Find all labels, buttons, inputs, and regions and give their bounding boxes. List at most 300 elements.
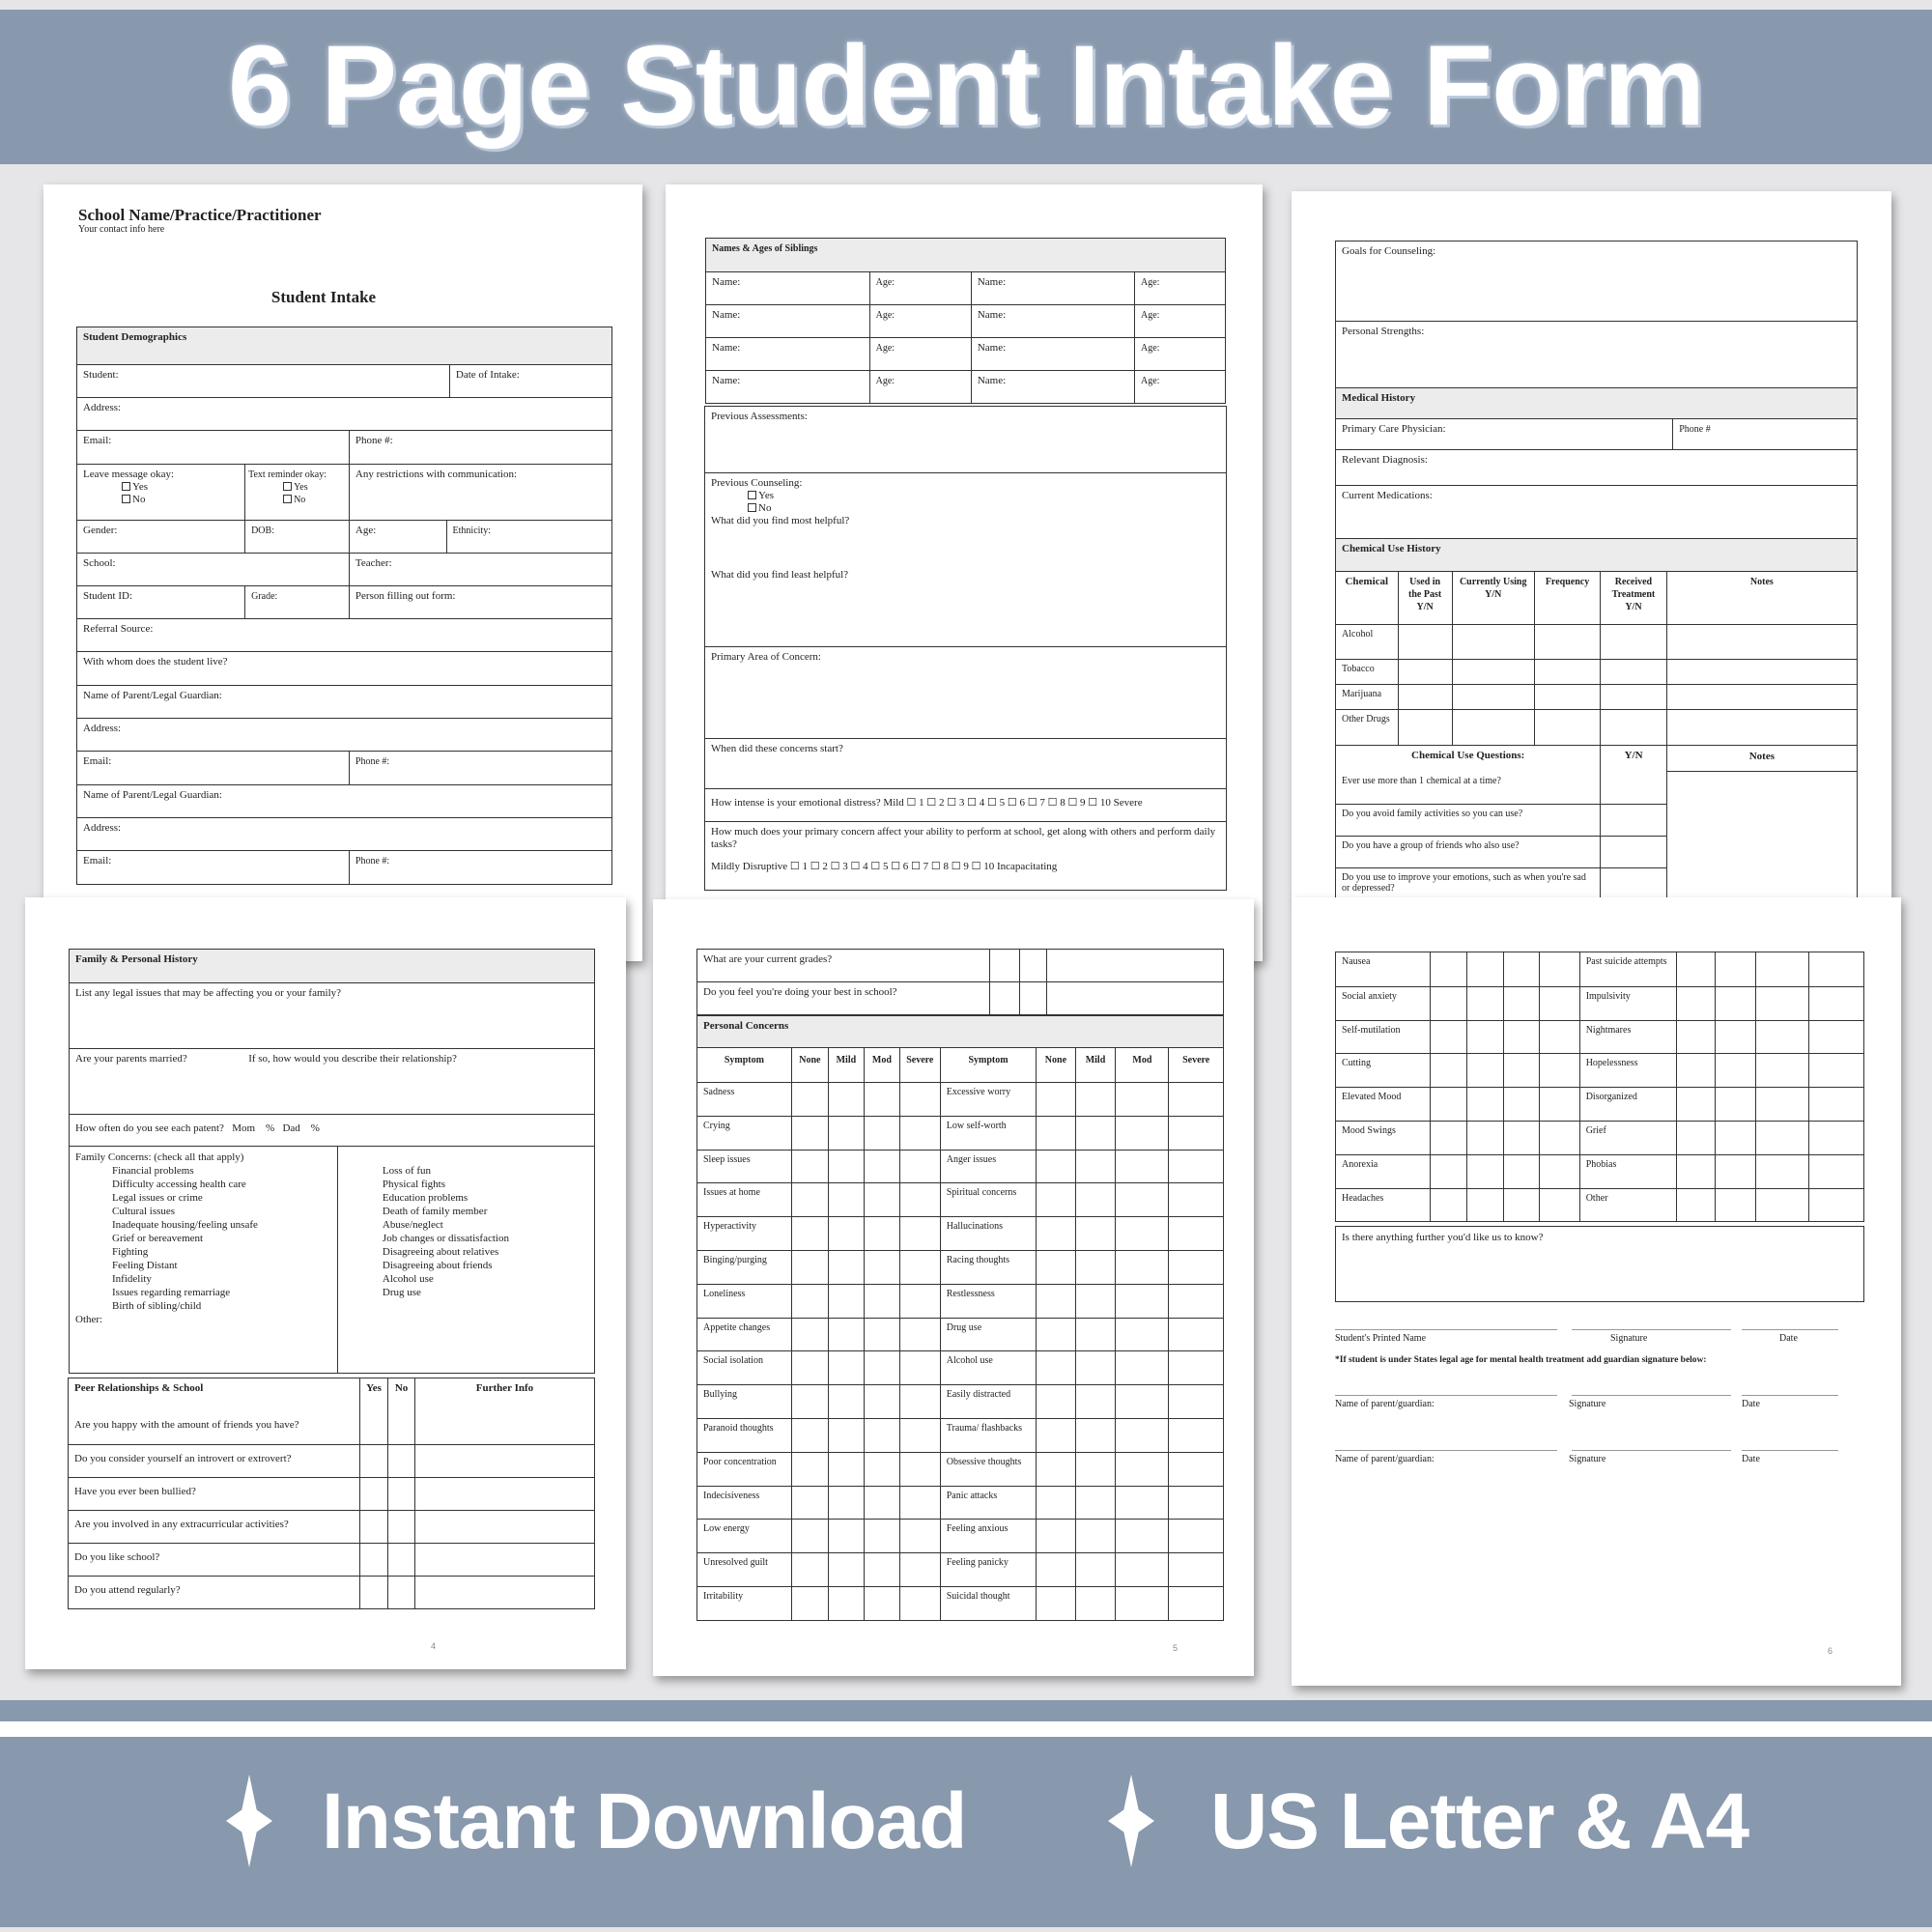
severity-cell[interactable] xyxy=(899,1553,940,1586)
severity-cell[interactable] xyxy=(1115,1117,1168,1150)
severity-cell[interactable] xyxy=(1808,1054,1863,1087)
chemical-answer-cell[interactable] xyxy=(1666,660,1857,684)
severity-cell[interactable] xyxy=(791,1251,828,1284)
ethnicity-field[interactable]: Ethnicity: xyxy=(446,521,611,553)
severity-cell[interactable] xyxy=(899,1217,940,1250)
sibling-name-field[interactable]: Name: xyxy=(971,272,1134,304)
goals-field[interactable]: Goals for Counseling: xyxy=(1342,245,1436,257)
severity-cell[interactable] xyxy=(791,1117,828,1150)
school-field[interactable]: School: xyxy=(83,557,116,569)
severity-cell[interactable] xyxy=(1168,1487,1223,1520)
severity-cell[interactable] xyxy=(1808,1155,1863,1188)
sibling-name-field[interactable]: Name: xyxy=(712,375,741,386)
severity-cell[interactable] xyxy=(1075,1385,1116,1418)
family-concern-option[interactable]: Education problems xyxy=(382,1192,469,1204)
severity-cell[interactable] xyxy=(828,1520,864,1552)
severity-cell[interactable] xyxy=(828,1285,864,1318)
no-cell[interactable] xyxy=(387,1544,414,1576)
sibling-name-field[interactable]: Name: xyxy=(971,305,1134,337)
severity-cell[interactable] xyxy=(1036,1553,1074,1586)
severity-cell[interactable] xyxy=(791,1083,828,1116)
lives-with-field[interactable]: With whom does the student live? xyxy=(83,656,228,668)
severity-cell[interactable] xyxy=(899,1251,940,1284)
severity-cell[interactable] xyxy=(828,1385,864,1418)
severity-cell[interactable] xyxy=(1466,987,1502,1020)
severity-cell[interactable] xyxy=(864,1319,899,1351)
severity-cell[interactable] xyxy=(1075,1587,1116,1620)
severity-cell[interactable] xyxy=(1168,1319,1223,1351)
severity-cell[interactable] xyxy=(1115,1453,1168,1486)
severity-cell[interactable] xyxy=(1808,1021,1863,1054)
severity-cell[interactable] xyxy=(1430,952,1466,986)
severity-cell[interactable] xyxy=(1036,1351,1074,1384)
teacher-field[interactable]: Teacher: xyxy=(349,554,611,585)
severity-cell[interactable] xyxy=(1115,1385,1168,1418)
severity-cell[interactable] xyxy=(864,1251,899,1284)
severity-cell[interactable] xyxy=(1503,1054,1539,1087)
email-field[interactable]: Email: xyxy=(83,435,112,446)
severity-cell[interactable] xyxy=(1036,1083,1074,1116)
severity-cell[interactable] xyxy=(1115,1587,1168,1620)
sibling-name-field[interactable]: Name: xyxy=(712,342,741,354)
yes-cell[interactable] xyxy=(359,1577,387,1608)
severity-cell[interactable] xyxy=(1755,1088,1808,1121)
guardian-email-field[interactable]: Email: xyxy=(83,855,112,867)
yn-cell[interactable] xyxy=(1600,868,1665,899)
severity-cell[interactable] xyxy=(1036,1419,1074,1452)
severity-cell[interactable] xyxy=(1715,987,1755,1020)
severity-cell[interactable] xyxy=(864,1083,899,1116)
chemical-answer-cell[interactable] xyxy=(1666,685,1857,709)
family-concern-option[interactable]: Cultural issues xyxy=(112,1206,176,1217)
severity-cell[interactable] xyxy=(1168,1151,1223,1183)
severity-cell[interactable] xyxy=(1539,1021,1579,1054)
severity-cell[interactable] xyxy=(864,1419,899,1452)
guardian-date-line[interactable]: Date xyxy=(1742,1399,1760,1409)
severity-cell[interactable] xyxy=(1115,1520,1168,1552)
further-info-cell[interactable] xyxy=(1046,950,1223,981)
student-id-field[interactable]: Student ID: xyxy=(83,590,133,602)
severity-cell[interactable] xyxy=(1036,1587,1074,1620)
severity-cell[interactable] xyxy=(791,1520,828,1552)
severity-cell[interactable] xyxy=(1430,1021,1466,1054)
severity-cell[interactable] xyxy=(1755,1021,1808,1054)
severity-cell[interactable] xyxy=(828,1217,864,1250)
severity-cell[interactable] xyxy=(791,1183,828,1216)
yn-cell[interactable] xyxy=(1600,805,1665,836)
severity-cell[interactable] xyxy=(1430,1189,1466,1222)
severity-cell[interactable] xyxy=(1715,1054,1755,1087)
severity-cell[interactable] xyxy=(828,1151,864,1183)
severity-cell[interactable] xyxy=(899,1319,940,1351)
severity-cell[interactable] xyxy=(1075,1217,1116,1250)
chemical-answer-cell[interactable] xyxy=(1534,625,1600,659)
severity-cell[interactable] xyxy=(1075,1183,1116,1216)
family-concern-option[interactable]: Difficulty accessing health care xyxy=(112,1179,246,1190)
severity-cell[interactable] xyxy=(1075,1083,1116,1116)
no-cell[interactable] xyxy=(1019,950,1046,981)
dob-field[interactable]: DOB: xyxy=(244,521,349,553)
severity-cell[interactable] xyxy=(828,1487,864,1520)
severity-cell[interactable] xyxy=(1808,1122,1863,1154)
severity-cell[interactable] xyxy=(1466,1088,1502,1121)
person-filling-field[interactable]: Person filling out form: xyxy=(349,586,611,618)
notes-column[interactable] xyxy=(1666,746,1857,899)
severity-cell[interactable] xyxy=(828,1553,864,1586)
severity-cell[interactable] xyxy=(899,1117,940,1150)
severity-cell[interactable] xyxy=(1168,1083,1223,1116)
severity-cell[interactable] xyxy=(1115,1183,1168,1216)
guardian-name-field[interactable]: Name of Parent/Legal Guardian: xyxy=(83,690,222,701)
severity-cell[interactable] xyxy=(791,1285,828,1318)
severity-cell[interactable] xyxy=(1755,1054,1808,1087)
chemical-answer-cell[interactable] xyxy=(1398,685,1452,709)
severity-cell[interactable] xyxy=(1715,1088,1755,1121)
yes-checkbox[interactable] xyxy=(248,481,346,494)
severity-cell[interactable] xyxy=(864,1453,899,1486)
chemical-answer-cell[interactable] xyxy=(1666,625,1857,659)
severity-cell[interactable] xyxy=(1075,1251,1116,1284)
severity-cell[interactable] xyxy=(791,1487,828,1520)
severity-cell[interactable] xyxy=(828,1587,864,1620)
parents-married-field[interactable]: Are your parents married? xyxy=(75,1053,187,1065)
further-info-box[interactable] xyxy=(1335,1226,1864,1302)
severity-cell[interactable] xyxy=(1115,1553,1168,1586)
severity-cell[interactable] xyxy=(791,1385,828,1418)
severity-cell[interactable] xyxy=(1430,987,1466,1020)
severity-cell[interactable] xyxy=(1539,952,1579,986)
severity-cell[interactable] xyxy=(1755,952,1808,986)
guardian-signature-line[interactable]: Signature xyxy=(1569,1399,1606,1409)
severity-cell[interactable] xyxy=(1115,1285,1168,1318)
severity-cell[interactable] xyxy=(791,1151,828,1183)
severity-cell[interactable] xyxy=(864,1487,899,1520)
phone-field[interactable]: Phone #: xyxy=(349,431,611,464)
yes-cell[interactable] xyxy=(359,1544,387,1576)
severity-cell[interactable] xyxy=(1075,1319,1116,1351)
severity-cell[interactable] xyxy=(899,1151,940,1183)
guardian-name-line[interactable]: Name of parent/guardian: xyxy=(1335,1399,1435,1409)
severity-cell[interactable] xyxy=(864,1151,899,1183)
severity-cell[interactable] xyxy=(1075,1285,1116,1318)
guardian-signature-line[interactable]: Signature xyxy=(1569,1454,1606,1464)
severity-cell[interactable] xyxy=(1503,987,1539,1020)
severity-cell[interactable] xyxy=(899,1419,940,1452)
severity-cell[interactable] xyxy=(791,1553,828,1586)
chemical-answer-cell[interactable] xyxy=(1452,625,1534,659)
family-concern-option[interactable]: Disagreeing about friends xyxy=(382,1260,493,1271)
severity-cell[interactable] xyxy=(1168,1117,1223,1150)
no-cell[interactable] xyxy=(387,1577,414,1608)
severity-cell[interactable] xyxy=(1808,1189,1863,1222)
family-concern-option[interactable]: Feeling Distant xyxy=(112,1260,178,1271)
yes-cell[interactable] xyxy=(359,1411,387,1444)
family-concern-option[interactable]: Alcohol use xyxy=(382,1273,434,1285)
primary-concern-field[interactable]: Primary Area of Concern: xyxy=(711,651,821,663)
sibling-name-field[interactable]: Name: xyxy=(712,276,741,288)
severity-cell[interactable] xyxy=(1075,1151,1116,1183)
severity-cell[interactable] xyxy=(828,1351,864,1384)
severity-cell[interactable] xyxy=(1430,1155,1466,1188)
family-concern-option[interactable]: Financial problems xyxy=(112,1165,194,1177)
severity-cell[interactable] xyxy=(1676,1054,1715,1087)
severity-cell[interactable] xyxy=(1466,1054,1502,1087)
no-cell[interactable] xyxy=(387,1478,414,1510)
severity-cell[interactable] xyxy=(899,1453,940,1486)
severity-cell[interactable] xyxy=(1115,1151,1168,1183)
yes-checkbox[interactable] xyxy=(83,481,239,494)
severity-cell[interactable] xyxy=(1115,1251,1168,1284)
severity-cell[interactable] xyxy=(1503,952,1539,986)
severity-cell[interactable] xyxy=(1539,1088,1579,1121)
family-concern-option[interactable]: Death of family member xyxy=(382,1206,488,1217)
guardian-address-field[interactable]: Address: xyxy=(83,822,122,834)
severity-cell[interactable] xyxy=(1715,1021,1755,1054)
severity-cell[interactable] xyxy=(1168,1385,1223,1418)
chemical-answer-cell[interactable] xyxy=(1534,660,1600,684)
severity-cell[interactable] xyxy=(1036,1319,1074,1351)
gender-field[interactable]: Gender: xyxy=(83,525,118,536)
yes-cell[interactable] xyxy=(359,1478,387,1510)
pcp-field[interactable]: Primary Care Physician: xyxy=(1342,423,1446,435)
severity-cell[interactable] xyxy=(1755,1122,1808,1154)
least-helpful-field[interactable]: What did you find least helpful? xyxy=(711,569,849,581)
severity-cell[interactable] xyxy=(1715,952,1755,986)
previous-assessments-field[interactable]: Previous Assessments: xyxy=(711,411,808,422)
chemical-answer-cell[interactable] xyxy=(1398,660,1452,684)
severity-cell[interactable] xyxy=(1430,1054,1466,1087)
family-concern-option[interactable]: Birth of sibling/child xyxy=(112,1300,202,1312)
severity-cell[interactable] xyxy=(1036,1285,1074,1318)
severity-cell[interactable] xyxy=(864,1385,899,1418)
guardian-name-line[interactable]: Name of parent/guardian: xyxy=(1335,1454,1435,1464)
no-cell[interactable] xyxy=(387,1511,414,1543)
chemical-answer-cell[interactable] xyxy=(1452,710,1534,745)
severity-cell[interactable] xyxy=(1168,1217,1223,1250)
severity-cell[interactable] xyxy=(791,1351,828,1384)
family-concern-option[interactable]: Inadequate housing/feeling unsafe xyxy=(112,1219,258,1231)
severity-cell[interactable] xyxy=(1115,1419,1168,1452)
severity-cell[interactable] xyxy=(1539,1122,1579,1154)
chemical-answer-cell[interactable] xyxy=(1600,625,1665,659)
yes-cell[interactable] xyxy=(359,1511,387,1543)
severity-cell[interactable] xyxy=(828,1251,864,1284)
address-field[interactable]: Address: xyxy=(83,402,122,413)
severity-cell[interactable] xyxy=(864,1183,899,1216)
severity-cell[interactable] xyxy=(1539,1155,1579,1188)
severity-cell[interactable] xyxy=(828,1419,864,1452)
sibling-name-field[interactable]: Name: xyxy=(971,371,1134,403)
severity-cell[interactable] xyxy=(1036,1520,1074,1552)
sibling-age-field[interactable]: Age: xyxy=(1134,371,1225,403)
chemical-answer-cell[interactable] xyxy=(1398,625,1452,659)
severity-cell[interactable] xyxy=(1075,1520,1116,1552)
severity-cell[interactable] xyxy=(1466,1122,1502,1154)
referral-source-field[interactable]: Referral Source: xyxy=(83,623,154,635)
severity-cell[interactable] xyxy=(1168,1285,1223,1318)
severity-cell[interactable] xyxy=(1115,1351,1168,1384)
concerns-start-field[interactable]: When did these concerns start? xyxy=(711,743,843,754)
severity-cell[interactable] xyxy=(1036,1453,1074,1486)
severity-cell[interactable] xyxy=(1075,1351,1116,1384)
severity-cell[interactable] xyxy=(791,1419,828,1452)
no-checkbox[interactable] xyxy=(711,502,1220,515)
severity-cell[interactable] xyxy=(1503,1189,1539,1222)
severity-cell[interactable] xyxy=(1715,1122,1755,1154)
further-info-cell[interactable] xyxy=(414,1478,594,1510)
sibling-age-field[interactable]: Age: xyxy=(1134,338,1225,370)
severity-cell[interactable] xyxy=(1168,1419,1223,1452)
severity-cell[interactable] xyxy=(864,1520,899,1552)
severity-cell[interactable] xyxy=(1036,1117,1074,1150)
severity-cell[interactable] xyxy=(1168,1251,1223,1284)
severity-cell[interactable] xyxy=(1676,1189,1715,1222)
chemical-answer-cell[interactable] xyxy=(1600,685,1665,709)
no-checkbox[interactable] xyxy=(248,494,346,506)
severity-cell[interactable] xyxy=(1168,1520,1223,1552)
further-info-cell[interactable] xyxy=(414,1411,594,1444)
family-concern-option[interactable]: Job changes or dissatisfaction xyxy=(382,1233,509,1244)
severity-cell[interactable] xyxy=(828,1183,864,1216)
severity-cell[interactable] xyxy=(1430,1122,1466,1154)
severity-cell[interactable] xyxy=(1676,987,1715,1020)
severity-cell[interactable] xyxy=(1115,1487,1168,1520)
family-concern-option[interactable]: Drug use xyxy=(382,1287,421,1298)
guardian-phone-field[interactable]: Phone #: xyxy=(349,851,611,884)
family-concern-option[interactable]: Fighting xyxy=(112,1246,149,1258)
most-helpful-field[interactable]: What did you find most helpful? xyxy=(711,515,850,526)
sibling-age-field[interactable]: Age: xyxy=(869,272,971,304)
severity-cell[interactable] xyxy=(1676,1021,1715,1054)
chemical-answer-cell[interactable] xyxy=(1534,685,1600,709)
severity-cell[interactable] xyxy=(1075,1487,1116,1520)
yn-cell[interactable] xyxy=(1600,772,1665,804)
diagnosis-field[interactable]: Relevant Diagnosis: xyxy=(1342,454,1428,466)
severity-cell[interactable] xyxy=(1539,1189,1579,1222)
severity-cell[interactable] xyxy=(899,1487,940,1520)
medications-field[interactable]: Current Medications: xyxy=(1342,490,1433,501)
impact-scale[interactable]: Mildly Disruptive ☐ 1 ☐ 2 ☐ 3 ☐ 4 ☐ 5 ☐ 6 ☐ 7 ☐ 8 ☐ 9 ☐ 10 Incapacitating xyxy=(711,861,1058,872)
family-concern-option[interactable]: Legal issues or crime xyxy=(112,1192,203,1204)
guardian-phone-field[interactable]: Phone #: xyxy=(349,752,611,784)
sibling-name-field[interactable]: Name: xyxy=(971,338,1134,370)
severity-cell[interactable] xyxy=(899,1083,940,1116)
family-concern-option[interactable]: Loss of fun xyxy=(382,1165,432,1177)
severity-cell[interactable] xyxy=(899,1183,940,1216)
severity-cell[interactable] xyxy=(1808,1088,1863,1121)
student-name-line[interactable]: Student's Printed Name xyxy=(1335,1333,1427,1344)
yes-cell[interactable] xyxy=(989,982,1018,1014)
severity-cell[interactable] xyxy=(899,1385,940,1418)
chemical-answer-cell[interactable] xyxy=(1600,660,1665,684)
severity-cell[interactable] xyxy=(864,1285,899,1318)
severity-cell[interactable] xyxy=(1075,1453,1116,1486)
severity-cell[interactable] xyxy=(1036,1151,1074,1183)
severity-cell[interactable] xyxy=(1676,952,1715,986)
severity-cell[interactable] xyxy=(1115,1319,1168,1351)
severity-cell[interactable] xyxy=(1715,1155,1755,1188)
student-signature-line[interactable]: Signature xyxy=(1610,1333,1648,1344)
severity-cell[interactable] xyxy=(1503,1155,1539,1188)
severity-cell[interactable] xyxy=(899,1587,940,1620)
pcp-phone-field[interactable]: Phone # xyxy=(1672,419,1857,449)
severity-cell[interactable] xyxy=(899,1285,940,1318)
severity-cell[interactable] xyxy=(1755,1155,1808,1188)
severity-cell[interactable] xyxy=(1808,952,1863,986)
severity-cell[interactable] xyxy=(1466,1189,1502,1222)
severity-cell[interactable] xyxy=(1036,1183,1074,1216)
severity-cell[interactable] xyxy=(1715,1189,1755,1222)
guardian-name-field[interactable]: Name of Parent/Legal Guardian: xyxy=(83,789,222,801)
severity-cell[interactable] xyxy=(828,1117,864,1150)
severity-cell[interactable] xyxy=(899,1520,940,1552)
severity-cell[interactable] xyxy=(1539,987,1579,1020)
severity-cell[interactable] xyxy=(1676,1155,1715,1188)
family-concern-option[interactable]: Issues regarding remarriage xyxy=(112,1287,231,1298)
severity-cell[interactable] xyxy=(828,1453,864,1486)
severity-cell[interactable] xyxy=(1036,1251,1074,1284)
age-field[interactable]: Age: xyxy=(349,521,446,553)
chemical-answer-cell[interactable] xyxy=(1452,660,1534,684)
severity-cell[interactable] xyxy=(791,1587,828,1620)
no-cell[interactable] xyxy=(387,1411,414,1444)
sibling-name-field[interactable]: Name: xyxy=(712,309,741,321)
severity-cell[interactable] xyxy=(791,1217,828,1250)
guardian-date-line[interactable]: Date xyxy=(1742,1454,1760,1464)
severity-cell[interactable] xyxy=(1036,1385,1074,1418)
severity-cell[interactable] xyxy=(1808,987,1863,1020)
severity-cell[interactable] xyxy=(1075,1553,1116,1586)
no-checkbox[interactable] xyxy=(83,494,239,506)
severity-cell[interactable] xyxy=(1539,1054,1579,1087)
severity-cell[interactable] xyxy=(828,1319,864,1351)
yes-cell[interactable] xyxy=(989,950,1018,981)
severity-cell[interactable] xyxy=(864,1351,899,1384)
severity-cell[interactable] xyxy=(1466,1021,1502,1054)
relationship-field[interactable]: If so, how would you describe their relationship? xyxy=(248,1053,457,1065)
severity-cell[interactable] xyxy=(1755,1189,1808,1222)
family-concern-option[interactable]: Infidelity xyxy=(112,1273,152,1285)
severity-cell[interactable] xyxy=(864,1553,899,1586)
severity-cell[interactable] xyxy=(1466,952,1502,986)
chemical-answer-cell[interactable] xyxy=(1398,710,1452,745)
severity-cell[interactable] xyxy=(1036,1217,1074,1250)
severity-cell[interactable] xyxy=(1755,987,1808,1020)
sibling-age-field[interactable]: Age: xyxy=(1134,305,1225,337)
severity-cell[interactable] xyxy=(1676,1088,1715,1121)
severity-cell[interactable] xyxy=(864,1117,899,1150)
family-concern-option[interactable]: Abuse/neglect xyxy=(382,1219,443,1231)
severity-cell[interactable] xyxy=(1168,1553,1223,1586)
sibling-age-field[interactable]: Age: xyxy=(869,305,971,337)
severity-cell[interactable] xyxy=(791,1453,828,1486)
strengths-field[interactable]: Personal Strengths: xyxy=(1342,326,1425,337)
yn-cell[interactable] xyxy=(1600,837,1665,867)
yes-cell[interactable] xyxy=(359,1445,387,1477)
severity-cell[interactable] xyxy=(1466,1155,1502,1188)
severity-cell[interactable] xyxy=(1036,1487,1074,1520)
parent-visit-field[interactable] xyxy=(70,1115,594,1146)
chemical-answer-cell[interactable] xyxy=(1666,710,1857,745)
severity-cell[interactable] xyxy=(1503,1122,1539,1154)
no-cell[interactable] xyxy=(387,1445,414,1477)
further-info-cell[interactable] xyxy=(414,1445,594,1477)
student-date-line[interactable]: Date xyxy=(1779,1333,1798,1344)
chemical-answer-cell[interactable] xyxy=(1600,710,1665,745)
severity-cell[interactable] xyxy=(1075,1419,1116,1452)
severity-cell[interactable] xyxy=(1168,1351,1223,1384)
grade-field[interactable]: Grade: xyxy=(244,586,349,618)
